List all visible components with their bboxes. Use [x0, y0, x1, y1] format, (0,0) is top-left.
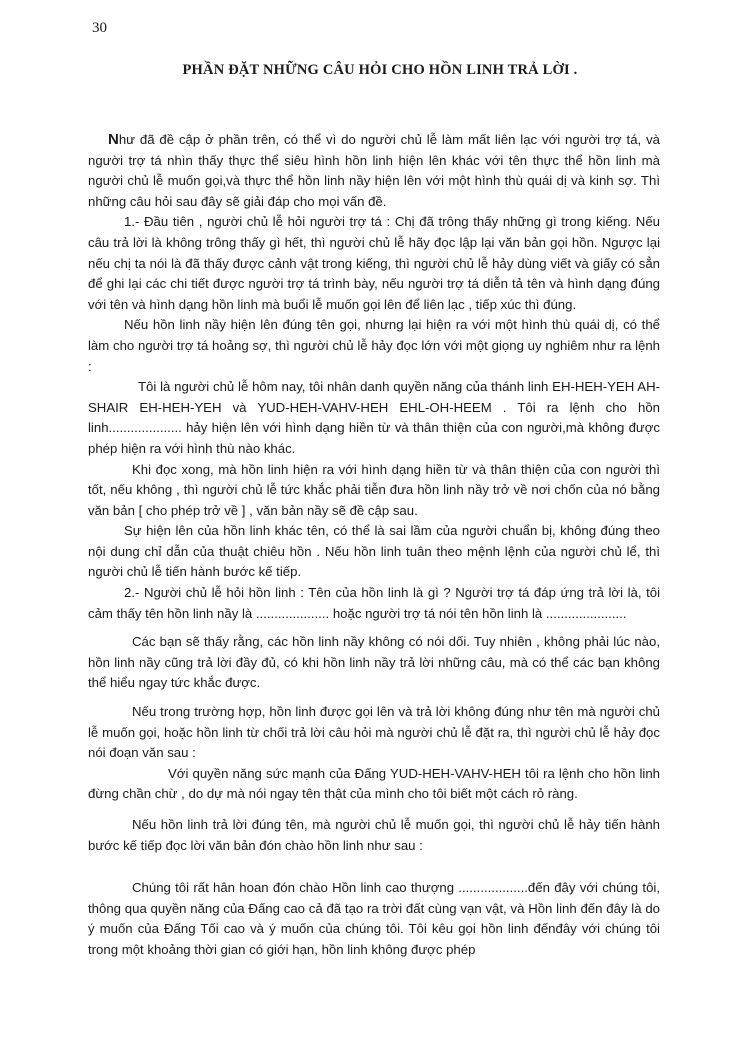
document-body: [88, 130, 660, 961]
page-title: [0, 62, 744, 79]
paragraph-intro: [88, 130, 660, 212]
page-title-text: PHẦN ĐẶT NHỮNG CÂU HỎI CHO HỒN LINH TRẢ LỜI .: [182, 62, 578, 78]
paragraph: Sự hiện lên của hồn linh khác tên, có thể là sai lầm của người chuẩn bị, không đúng theo nội dung chỉ dẫn của thuật chiêu hồn . Nếu hồn linh tuân theo mệnh lệnh của người chủ lể, thì người chủ lễ tiến hành bước kế tiếp.: [88, 523, 660, 580]
paragraph-step-1: 1.- Đầu tiên , người chủ lễ hỏi người trợ tá : Chị đã trông thấy những gì trong kiếng. Nếu câu trả lời là không trông thấy gì hết, thì người chủ lễ hãy đọc lập lại văn bản gọi hồn. Ngược lại nếu chị ta nói là đã thấy được cảnh vật trong kiếng, thì người chủ lễ hảy dùng viết và giấy có sẳn để ghi lại các chi tiết được người trợ tá trình bày, nếu người trợ tá diễn tả tên và hình dạng đúng với tên và hình dạng hồn linh mà buổi lễ muốn gọi lên để liên lạc , tiếp xúc thì đúng.: [88, 214, 660, 312]
paragraph-intro-text: hư đã đề cập ở phần trên, có thể vì do người chủ lễ làm mất liên lạc với người trợ tá, và người trợ tá nhìn thấy thực thể siêu hình hồn linh hiện lên khác với tên thực thể hồn linh mà người chủ lễ muốn gọi,và thực thể hồn linh nầy hiện lên với một hình thù quái dị và kinh sợ. Thì những câu hỏi sau đây sẽ giải đáp cho mọi vấn đề.: [88, 132, 660, 209]
drop-letter: N: [108, 131, 119, 148]
paragraph-greeting: Chúng tôi rất hân hoan đón chào Hồn linh cao thượng ...................đến đây với chúng tôi, thông qua quyền năng của Đấng cao cả đã tạo ra trời đất cùng vạn vật, và Hồn linh đến đây là do ý muốn của Đấng Tối cao và ý muốn của chúng tôi. Tôi kêu gọi hồn linh đếnđây với chúng tôi trong một khoảng thời gian có giới hạn, hồn linh không được phép: [88, 880, 660, 957]
paragraph: Khi đọc xong, mà hồn linh hiện ra với hình dạng hiền từ và thân thiện của con người thì tốt, nếu không , thì người chủ lễ tức khắc phải tiễn đưa hồn linh nầy trở về nơi chốn của nó bằng văn bản [ cho phép trở về ] , văn bản nầy sẽ đề cập sau.: [88, 461, 660, 518]
paragraph: Các bạn sẽ thấy rằng, các hồn linh nầy không có nói dối. Tuy nhiên , không phải lúc nào, hồn linh nầy cũng trả lời đầy đủ, có khi hồn linh nầy trả lời những câu, mà có thể các bạn không thể hiểu ngay tức khắc được.: [88, 634, 660, 691]
paragraph-step-2: 2.- Người chủ lễ hỏi hồn linh : Tên của hồn linh là gì ? Người trợ tá đáp ứng trả lời là, tôi cảm thấy tên hồn linh nầy là .................... hoặc người trợ tá nói tên hồn linh là ......................: [88, 585, 660, 621]
paragraph: Nếu trong trường hợp, hồn linh được gọi lên và trả lời không đúng như tên mà người chủ lễ muốn gọi, hoặc hồn linh từ chối trả lời câu hỏi mà người chủ lễ đặt ra, thì người chủ lễ hảy đọc nói đoạn văn sau :: [88, 704, 660, 761]
paragraph-command: Với quyền năng sức mạnh của Đấng YUD-HEH-VAHV-HEH tôi ra lệnh cho hồn linh đừng chần chừ , do dự mà nói ngay tên thật của mình cho tôi biết một cách rỏ ràng.: [88, 765, 660, 802]
page-number: 30: [92, 20, 107, 36]
paragraph: Nếu hồn linh trả lời đúng tên, mà người chủ lễ muốn gọi, thì người chủ lễ hảy tiến hành bước kế tiếp đọc lời văn bản đón chào hồn linh như sau :: [88, 817, 660, 853]
paragraph-command: Tôi là người chủ lễ hôm nay, tôi nhân danh quyền năng của thánh linh EH-HEH-YEH AH-SHAIR EH-HEH-YEH và YUD-HEH-VAHV-HEH EHL-OH-HEEM . Tôi ra lệnh cho hồn linh.................... hảy hiện lên với hình dạng hiền từ và thân thiện của con người,mà không được phép hiện ra với hình thù nào khác.: [88, 379, 660, 456]
paragraph: Nếu hồn linh nầy hiện lên đúng tên gọi, nhưng lại hiện ra với một hình thù quái dị, có thể làm cho người trợ tá hoảng sợ, thì người chủ lễ hảy đọc lớn với một giọng uy nghiêm như ra lệnh :: [88, 317, 660, 374]
